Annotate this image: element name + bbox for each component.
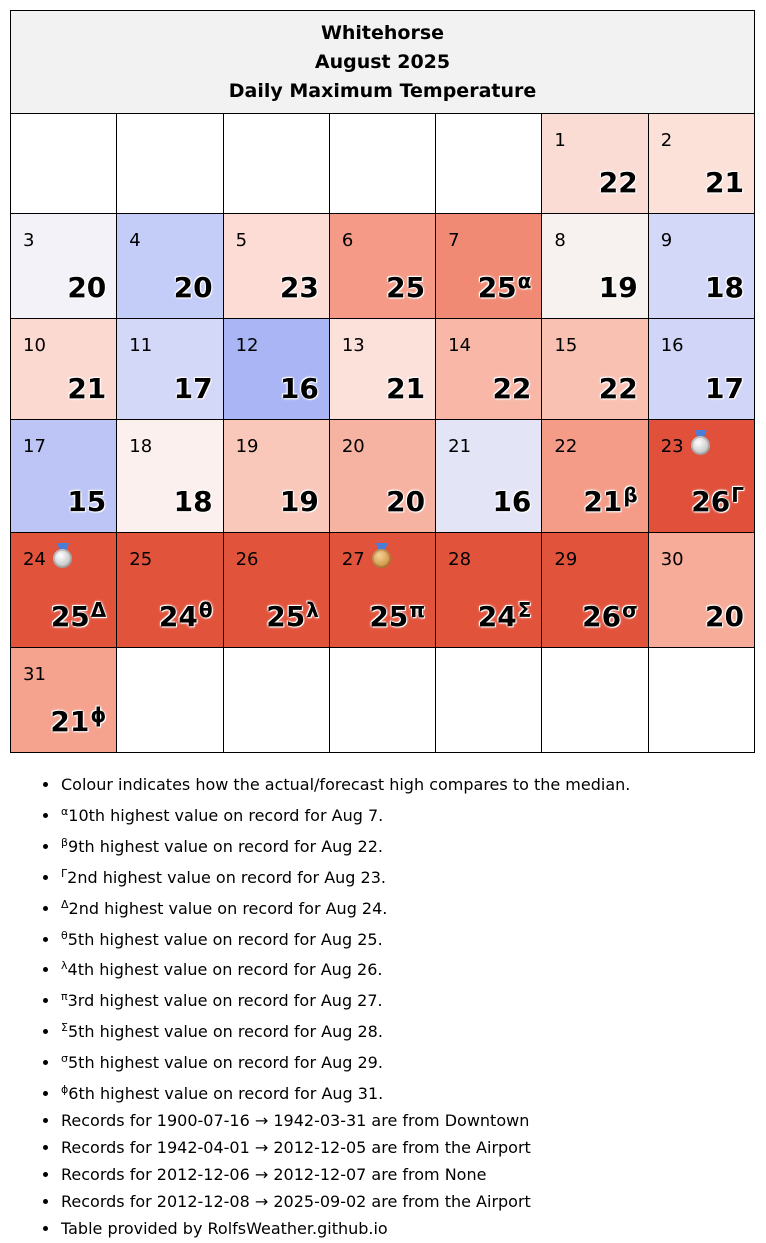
max-temperature: $21^\phi$ — [50, 703, 107, 738]
day-cell — [436, 420, 542, 533]
calendar-header — [11, 11, 755, 114]
calendar-week — [11, 319, 755, 420]
note-item — [60, 1108, 630, 1135]
calendar-body — [11, 114, 755, 753]
note-item — [60, 1135, 630, 1162]
day-cell — [11, 319, 117, 420]
empty-day-cell — [223, 648, 329, 753]
silver-medal-icon — [51, 543, 75, 569]
note-marker: β — [61, 835, 69, 849]
day-number: 9 — [660, 230, 673, 251]
note-text: Records for 1942-04-01 → 2012-12-05 are from the Airport — [61, 1137, 531, 1157]
max-temperature: 22 — [598, 372, 638, 405]
day-number: 19 — [235, 436, 259, 457]
note-text: Colour indicates how the actual/forecast high compares to the median. — [61, 775, 631, 794]
max-temperature: 20 — [67, 271, 107, 304]
empty-day-cell — [542, 648, 648, 753]
day-number: 6 — [341, 230, 354, 251]
day-number: 3 — [23, 230, 35, 251]
day-cell — [11, 648, 117, 753]
max-temperature: 25 — [386, 271, 426, 304]
day-cell — [329, 533, 435, 648]
max-temperature: $24^\Sigma$ — [477, 598, 532, 633]
note-item — [60, 1162, 630, 1189]
day-number: 31 — [23, 664, 46, 685]
max-temperature: 18 — [173, 485, 213, 518]
empty-day-cell — [329, 648, 435, 753]
note-text: Records for 2012-12-08 → 2025-09-02 are from the Airport — [61, 1191, 531, 1211]
max-temperature: 20 — [386, 485, 426, 518]
day-number: 30 — [660, 549, 684, 570]
note-text: 5th highest value on record for Aug 25. — [67, 929, 383, 949]
day-cell — [648, 214, 754, 319]
day-cell — [329, 319, 435, 420]
day-number: 15 — [554, 335, 578, 356]
note-text: 2nd highest value on record for Aug 24. — [68, 898, 388, 918]
note-text: 6th highest value on record for Aug 31. — [68, 1084, 384, 1104]
day-cell — [11, 214, 117, 319]
calendar-week — [11, 420, 755, 533]
calendar-week — [11, 114, 755, 214]
day-number: 22 — [554, 436, 578, 457]
note-text: 5th highest value on record for Aug 28. — [67, 1022, 383, 1042]
bronze-medal-icon — [370, 543, 394, 569]
max-temperature: $25^\Delta$ — [50, 598, 107, 633]
day-number: 1 — [554, 130, 566, 151]
note-marker: Δ — [61, 897, 69, 911]
max-temperature: 19 — [598, 271, 638, 304]
record-marker: Γ — [731, 483, 744, 507]
max-temperature: 23 — [279, 271, 319, 304]
silver-medal-icon — [689, 430, 713, 456]
max-temperature: 17 — [173, 372, 213, 405]
day-number: 8 — [554, 230, 566, 251]
note-marker: π — [61, 990, 68, 1004]
day-cell — [542, 114, 648, 214]
note-text: Records for 1900-07-16 → 1942-03-31 are from Downtown — [61, 1110, 530, 1130]
max-temperature: 22 — [598, 166, 638, 199]
day-number: 7 — [448, 230, 460, 251]
empty-day-cell — [436, 648, 542, 753]
day-cell — [11, 420, 117, 533]
max-temperature: $25^\alpha$ — [477, 269, 532, 304]
max-temperature: $26^\sigma$ — [582, 598, 638, 633]
record-marker: σ — [622, 598, 638, 622]
note-marker: Σ — [61, 1021, 68, 1035]
empty-day-cell — [11, 114, 117, 214]
max-temperature: $24^\theta$ — [158, 598, 213, 633]
note-marker: α — [61, 804, 69, 818]
day-cell — [117, 319, 223, 420]
day-cell — [223, 420, 329, 533]
max-temperature: $25^\pi$ — [369, 598, 426, 633]
max-temperature: 16 — [492, 485, 532, 518]
note-item — [60, 861, 630, 892]
note-marker: Γ — [61, 866, 68, 880]
notes-list — [22, 772, 630, 1243]
day-cell — [542, 420, 648, 533]
day-cell — [11, 533, 117, 648]
day-number: 28 — [448, 549, 472, 570]
calendar-week — [11, 533, 755, 648]
day-number: 18 — [129, 436, 153, 457]
day-cell — [542, 319, 648, 420]
max-temperature: $21^\beta$ — [583, 483, 638, 518]
empty-day-cell — [117, 114, 223, 214]
note-marker: θ — [61, 928, 68, 942]
empty-day-cell — [223, 114, 329, 214]
note-item — [60, 1015, 630, 1046]
max-temperature: 20 — [173, 271, 213, 304]
note-marker: ϕ — [61, 1083, 69, 1097]
record-marker: α — [517, 269, 532, 293]
max-temperature: 20 — [705, 600, 744, 633]
day-number: 17 — [23, 436, 46, 457]
empty-day-cell — [329, 114, 435, 214]
day-cell — [223, 319, 329, 420]
max-temperature: 22 — [492, 372, 532, 405]
day-cell — [436, 533, 542, 648]
day-number: 12 — [235, 335, 259, 356]
max-temperature: 21 — [386, 372, 426, 405]
note-text: 3rd highest value on record for Aug 27. — [67, 991, 383, 1011]
day-cell — [223, 533, 329, 648]
day-cell — [117, 533, 223, 648]
day-cell — [648, 319, 754, 420]
day-number: 13 — [341, 335, 365, 356]
note-text: Records for 2012-12-06 → 2012-12-07 are from None — [61, 1164, 487, 1184]
record-marker: θ — [198, 598, 213, 622]
day-number: 2 — [660, 130, 673, 151]
note-text: 9th highest value on record for Aug 22. — [68, 836, 383, 856]
record-marker: Σ — [517, 598, 532, 622]
note-item — [60, 772, 630, 799]
day-number: 23 — [660, 436, 684, 457]
day-cell — [223, 214, 329, 319]
day-cell — [648, 114, 754, 214]
station-name: Whitehorse — [320, 21, 445, 44]
day-number: 29 — [554, 549, 578, 570]
record-marker: ϕ — [90, 703, 107, 727]
record-marker: Δ — [90, 598, 107, 622]
note-text: 2nd highest value on record for Aug 23. — [67, 867, 386, 887]
day-cell — [329, 214, 435, 319]
calendar-week — [11, 648, 755, 753]
day-cell — [648, 533, 754, 648]
max-temperature: 21 — [705, 166, 744, 199]
day-cell — [436, 214, 542, 319]
day-number: 4 — [129, 230, 141, 251]
metric-title: Daily Maximum Temperature — [228, 79, 537, 102]
max-temperature: 18 — [705, 271, 744, 304]
max-temperature: 16 — [279, 372, 319, 405]
day-number: 5 — [235, 230, 248, 251]
note-item — [60, 799, 630, 830]
max-temperature: 15 — [67, 485, 107, 518]
day-number: 27 — [341, 549, 365, 570]
note-marker: σ — [61, 1052, 68, 1066]
day-cell — [542, 214, 648, 319]
note-item — [60, 1216, 630, 1243]
note-item — [60, 953, 630, 984]
day-number: 26 — [235, 549, 259, 570]
max-temperature: $25^\lambda$ — [266, 598, 319, 633]
day-number: 21 — [448, 436, 472, 457]
day-number: 24 — [23, 549, 46, 570]
note-item — [60, 1189, 630, 1216]
note-item — [60, 892, 630, 923]
note-text: Table provided by RolfsWeather.github.io — [61, 1218, 388, 1238]
max-temperature: $26^\Gamma$ — [691, 483, 744, 518]
empty-day-cell — [117, 648, 223, 753]
day-cell — [329, 420, 435, 533]
day-cell — [436, 319, 542, 420]
calendar-table — [10, 10, 755, 753]
day-cell — [542, 533, 648, 648]
note-text: 4th highest value on record for Aug 26. — [67, 960, 383, 980]
note-text: 10th highest value on record for Aug 7. — [68, 805, 384, 825]
day-number: 20 — [341, 436, 365, 457]
note-item — [60, 1077, 630, 1108]
day-number: 11 — [129, 335, 153, 356]
note-item — [60, 1046, 630, 1077]
note-text: 5th highest value on record for Aug 29. — [67, 1053, 383, 1073]
max-temperature: 21 — [67, 372, 107, 405]
day-number: 16 — [660, 335, 684, 356]
empty-day-cell — [648, 648, 754, 753]
max-temperature: 17 — [705, 372, 744, 405]
record-marker: β — [623, 483, 638, 507]
max-temperature: 19 — [279, 485, 319, 518]
day-cell — [117, 214, 223, 319]
day-number: 14 — [448, 335, 472, 356]
note-marker: λ — [61, 959, 68, 973]
record-marker: λ — [306, 598, 319, 622]
day-cell — [648, 420, 754, 533]
month-title: August 2025 — [314, 50, 451, 73]
note-item — [60, 923, 630, 954]
note-item — [60, 984, 630, 1015]
day-number: 10 — [23, 335, 46, 356]
empty-day-cell — [436, 114, 542, 214]
record-marker: π — [409, 598, 426, 622]
calendar-week — [11, 214, 755, 319]
day-number: 25 — [129, 549, 153, 570]
note-item — [60, 830, 630, 861]
day-cell — [117, 420, 223, 533]
